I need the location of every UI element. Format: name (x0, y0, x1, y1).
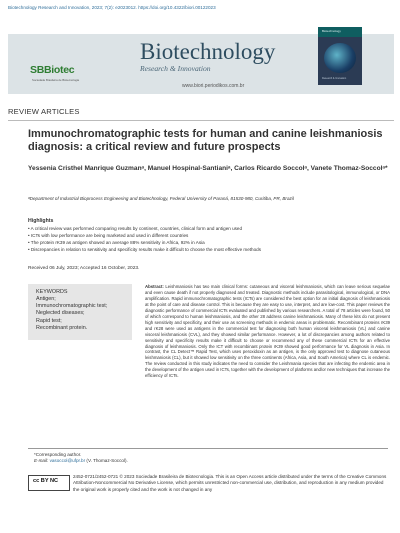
society-logo: SBBiotec (30, 64, 75, 76)
article-title: Immunochromatographic tests for human and canine leishmaniosis diagnosis: a critical review and future prospects (28, 128, 383, 154)
highlight-item: • ICTs with low performance are being marketed and used in different countries (28, 233, 189, 238)
journal-subtitle: Research & Innovation (140, 64, 211, 73)
cover-title: Biotechnology (322, 29, 341, 33)
keywords-heading: KEYWORDS (36, 289, 68, 295)
email-label: E-mail: (34, 458, 49, 464)
keywords-list (36, 296, 128, 332)
highlight-item: • The protein rK39 as antigen showed an average 88% sensitivity in Africa, 92% in Asia (28, 240, 205, 245)
corresponding-author (34, 452, 128, 464)
journal-url[interactable]: www.biori.periodikos.com.br (182, 83, 245, 89)
abstract-text: Leishmaniosis has two main clinical forms: cutaneous and visceral leishmaniosis, which can leave serious sequelae and even cause death if not properly diagnosed and treated. Diagnostic methods include parasitological, immunological, or DNA amplification. Rapid immunochromatographic tests (ICTs) are considered the best option for an initial diagnosis of leishmaniosis at the point of care and disease control. This is because they are easy to use, interpret, and are low-cost. This paper reviews the diagnostic performance of commercial ICTs evaluated and published by various researchers. A total of 78 articles were found, 50 of which correspond to human leishmaniosis, and the other 28 address canine leishmaniosis. Many of these kits do not present high sensitivity and specificity, and their use as screening methods in endemic areas is problematic. Recombinant proteins rK39 and rK28 were used as antigens in the commercial test for diagnosing both human visceral leishmaniosis (VL) and canine visceral leishmaniosis (CVL), and they showed similar performance. However, a lot of discrepancies among authors related to sensitivity and specificity results make it difficult to choose or recommend any of these commercial ICTs for an effective diagnosis of leishmaniosis. Only the ICT with recombinant protein rK39 showed good performance for VL diagnosis in Asia. In contrast, the CL Detect™ Rapid Test, which uses peroxidoxin as an antigen, is the only approved test to diagnose cutaneous leishmaniosis (CL), but it showed low sensitivity on the three continents (Africa, Asia, and South America) where CL is endemic. The review conducted in this study indicates the need to consider the Leishmania species that are infecting the endemic area in the development of the antigen used in ICTs, together with the development of platforms and/or new techniques that increase the efficiency of ICTs. (145, 284, 390, 379)
divider (8, 120, 394, 121)
cc-badge-label: cc BY NC (33, 478, 59, 484)
journal-cover-image (318, 27, 362, 85)
highlights-heading: Highlights (28, 218, 54, 224)
keyword-item: Recombinant protein. (36, 324, 88, 331)
abstract-label: Abstract: (145, 284, 164, 289)
cover-footer: Research & Innovation (322, 77, 347, 80)
received-dates: Received 06 July, 2023; Accepted 16 October, 2023. (28, 266, 140, 271)
affiliation: ᵃDepartment of Industrial Bioprocess Engineering and Biotechnology, Federal University of Paraná, 81530-980, Curitiba, PR, Brazil (28, 196, 294, 201)
highlights-list (28, 225, 388, 253)
keyword-item: Immunochromatographic test; (36, 303, 108, 310)
corr-email-line (34, 458, 128, 464)
article-authors: Yessenia Cristhel Manrique Guzmanᵃ, Manuel Hospinal-Santianiᵃ, Carlos Ricardo Soccolᵃ, Vanete Thomaz-Soccolᵃ* (28, 165, 388, 172)
highlight-item: • Discrepancies in relation to sensitivity and specificity results make it difficult to choose the most effective methods (28, 247, 262, 252)
footer-divider (28, 448, 388, 449)
email-suffix: (V. Thomaz-Soccol). (86, 458, 128, 464)
keyword-item: Antigen; (36, 296, 56, 302)
journal-title: Biotechnology (140, 39, 276, 64)
keyword-item: Neglected diseases; (36, 310, 85, 317)
keyword-item: Rapid test; (36, 317, 62, 324)
license-text: 2452-0721/2452-0721 © 2023 Sociedade Brasileira de Biotecnologia. This is an Open Access article distributed under the terms of the Creative Commons Attribution-Noncommercial No Derivative License, which permits unrestricted non-commercial use, distribution, and reproduction in any medium provided the original work is properly cited and the work is not changed in any (73, 474, 387, 492)
highlight-item: • A critical review was performed comparing results by continent, countries, clinical form and antigen used (28, 226, 243, 231)
section-label: REVIEW ARTICLES (8, 107, 80, 116)
society-subtitle: Sociedade Brasileira de Biotecnologia (32, 78, 80, 82)
corr-label: *Corresponding author. (34, 452, 82, 457)
journal-citation[interactable]: Biotechnology Research and Innovation, 2023; 7(2): e2023012. https://doi.org/10.4322/biori.00122023 (8, 5, 216, 10)
email-link[interactable]: vasoccol@ufpr.br (49, 458, 86, 464)
abstract (145, 284, 390, 379)
cover-globe (324, 43, 356, 73)
